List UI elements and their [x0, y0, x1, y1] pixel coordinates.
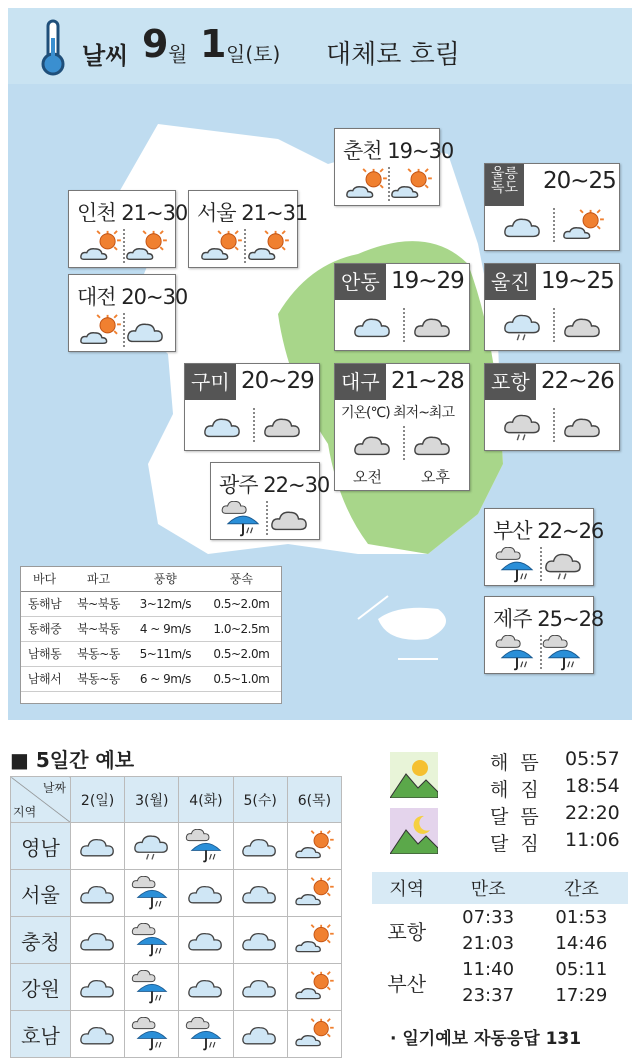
sea-cell: 0.5~2.0m: [202, 591, 281, 616]
month-unit: 월: [168, 42, 188, 66]
partly-sunny-icon: [293, 829, 335, 863]
partly-sunny-icon: [293, 876, 335, 910]
weather-summary: 대체로 흐림: [326, 40, 460, 70]
table-row: [372, 904, 628, 930]
cloudy-icon: [411, 426, 455, 462]
table-row: [21, 616, 281, 641]
forecast-cell: [71, 1011, 125, 1058]
tide-header-low: 간조: [563, 879, 599, 900]
legend-am: 오전: [353, 468, 382, 486]
rain-umbrella-icon: [495, 547, 539, 583]
city-card: [334, 363, 470, 491]
cloudy-light-rain-icon: [501, 308, 545, 344]
rain-umbrella-icon: [185, 829, 227, 863]
rain-umbrella-icon: [542, 635, 586, 671]
table-row: [11, 870, 342, 917]
sea-cell: 북~북동: [68, 616, 129, 641]
city-name: 안동: [335, 264, 386, 300]
city-name: 울릉 독도: [485, 164, 524, 206]
tide-high: 11:40: [462, 958, 515, 980]
divider: [553, 408, 555, 442]
city-temp: 20~25: [543, 168, 616, 194]
region-name: 강원: [11, 964, 71, 1011]
sea-cell: 북동~동: [68, 666, 129, 691]
cloudy-light-icon: [239, 876, 281, 910]
cloudy-light-icon: [185, 970, 227, 1004]
tide-region: 포항: [387, 919, 427, 944]
region-name: 충청: [11, 917, 71, 964]
month-number: 9: [142, 22, 169, 66]
sunrise-icon: [390, 752, 438, 798]
moonrise-time: 22:20: [565, 802, 620, 824]
partly-sunny-icon: [389, 167, 433, 203]
cloudy-light-icon: [124, 313, 168, 349]
day-number: 1: [200, 22, 227, 66]
sea-cell: 북동~동: [68, 641, 129, 666]
table-row: [21, 666, 281, 691]
tide-header-high: 만조: [470, 879, 506, 900]
cloudy-icon: [261, 408, 305, 444]
table-row: [21, 591, 281, 616]
sea-conditions-table: [20, 566, 282, 704]
forecast-cell: [287, 917, 341, 964]
forecast-cell: [233, 823, 287, 870]
city-temp: 20~29: [241, 368, 314, 394]
sea-cell: 남해서: [21, 666, 68, 691]
forecast-cell: [125, 870, 179, 917]
moonrise-icon: [390, 808, 438, 854]
sunset-label: 해 짐: [490, 779, 542, 801]
thermometer-icon: [38, 18, 68, 78]
forecast-cell: [125, 964, 179, 1011]
cloudy-rain-icon: [501, 408, 545, 444]
sun-moon-panel: [390, 748, 630, 858]
partly-sunny-icon: [199, 229, 243, 265]
corner-header: 날짜 지역: [11, 777, 71, 823]
forecast-cell: [179, 1011, 233, 1058]
cloudy-light-icon: [77, 829, 119, 863]
forecast-cell: [233, 917, 287, 964]
city-card: [184, 363, 320, 451]
cloudy-light-icon: [501, 208, 545, 244]
city-card: [484, 363, 620, 451]
rain-umbrella-icon: [131, 876, 173, 910]
city-name: 대구: [335, 364, 386, 400]
tide-low: 14:46: [555, 932, 608, 954]
tide-high: 23:37: [462, 984, 515, 1006]
rain-umbrella-icon: [221, 501, 265, 537]
city-name-temp: 대전 20~30: [77, 285, 188, 309]
moonset-time: 11:06: [565, 829, 620, 851]
partly-sunny-icon: [78, 313, 122, 349]
city-card: [68, 274, 188, 352]
city-temp: 19~29: [391, 268, 464, 294]
forecast-cell: [179, 870, 233, 917]
cloudy-light-icon: [77, 1017, 119, 1051]
city-card: [334, 263, 470, 351]
divider: [553, 208, 555, 242]
tide-table: [372, 872, 628, 1008]
sea-cell: 동해남: [21, 591, 68, 616]
sea-cell: 0.5~2.0m: [202, 641, 281, 666]
forecast-cell: [287, 823, 341, 870]
cloudy-light-icon: [351, 308, 395, 344]
weather-label: 날씨: [82, 42, 129, 70]
cloudy-light-icon: [201, 408, 245, 444]
tide-high: 21:03: [462, 932, 515, 954]
region-name: 영남: [11, 823, 71, 870]
forecast-cell: [71, 870, 125, 917]
city-card: [334, 128, 454, 206]
region-name: 호남: [11, 1011, 71, 1058]
forecast-cell: [125, 1011, 179, 1058]
table-row: [11, 964, 342, 1011]
header-bar: [8, 8, 632, 84]
city-temp: 22~26: [541, 368, 614, 394]
legend-pm: 오후: [421, 468, 450, 486]
city-card: [484, 263, 620, 351]
day-header: 4(화): [179, 777, 233, 823]
city-temp: 19~25: [541, 268, 614, 294]
partly-sunny-icon: [293, 1017, 335, 1051]
city-name-temp: 제주 25~28: [493, 607, 604, 631]
sea-cell: 5~11m/s: [129, 641, 202, 666]
forecast-cell: [179, 823, 233, 870]
forecast-cell: [233, 964, 287, 1011]
moonset-label: 달 짐: [490, 833, 542, 855]
city-name-temp: 춘천 19~30: [343, 139, 454, 163]
day-header: 3(월): [125, 777, 179, 823]
partly-sunny-icon: [561, 208, 605, 244]
cloudy-icon: [351, 426, 395, 462]
tide-region: 부산: [387, 971, 427, 996]
sea-cell: 3~12m/s: [129, 591, 202, 616]
cloudy-icon: [561, 408, 605, 444]
forecast-cell: [179, 917, 233, 964]
partly-sunny-icon: [344, 167, 388, 203]
sea-cell: 북~북동: [68, 591, 129, 616]
forecast-cell: [287, 964, 341, 1011]
city-name-temp: 인천 21~30: [77, 201, 188, 225]
city-card: [210, 462, 330, 540]
partly-sunny-icon: [124, 229, 168, 265]
five-day-forecast-table: [10, 776, 342, 1058]
cloudy-light-rain-icon: [131, 829, 173, 863]
rain-umbrella-icon: [131, 970, 173, 1004]
city-name-temp: 부산 22~26: [493, 519, 604, 543]
day-unit: 일(토): [226, 42, 281, 66]
forecast-cell: [71, 964, 125, 1011]
partly-sunny-icon: [246, 229, 290, 265]
forecast-cell: [287, 870, 341, 917]
cloudy-light-icon: [239, 829, 281, 863]
forecast-cell: [125, 823, 179, 870]
partly-sunny-icon: [293, 923, 335, 957]
cloudy-light-icon: [77, 923, 119, 957]
city-card: [484, 508, 604, 586]
forecast-cell: [233, 1011, 287, 1058]
moonrise-label: 달 뜸: [490, 806, 542, 828]
rain-umbrella-icon: [131, 1017, 173, 1051]
city-name-temp: 광주 22~30: [219, 473, 330, 497]
cloudy-icon: [268, 501, 312, 537]
legend-title: 기온(℃) 최저~최고: [341, 405, 454, 421]
day-header: 6(목): [287, 777, 341, 823]
cloudy-icon: [561, 308, 605, 344]
table-row: [11, 823, 342, 870]
sunset-time: 18:54: [565, 775, 620, 797]
tide-low: 01:53: [555, 906, 608, 928]
cloudy-light-icon: [185, 923, 227, 957]
sea-cell: 0.5~1.0m: [202, 666, 281, 691]
cloudy-rain-icon: [542, 547, 586, 583]
sunrise-label: 해 뜸: [490, 752, 542, 774]
city-name: 울진: [485, 264, 536, 300]
sea-cell: 4 ~ 9m/s: [129, 616, 202, 641]
cloudy-light-icon: [239, 970, 281, 1004]
cloudy-light-icon: [77, 876, 119, 910]
tide-low: 05:11: [555, 958, 608, 980]
forecast-cell: [233, 870, 287, 917]
city-name: 포항: [485, 364, 536, 400]
rain-umbrella-icon: [185, 1017, 227, 1051]
sea-cell: 동해중: [21, 616, 68, 641]
tide-header-region: 지역: [389, 879, 425, 900]
rain-umbrella-icon: [131, 923, 173, 957]
city-card: [188, 190, 308, 268]
tide-low: 17:29: [555, 984, 608, 1006]
cloudy-icon: [411, 308, 455, 344]
city-name: 구미: [185, 364, 236, 400]
sea-header-area: 바다: [21, 567, 68, 591]
forecast-cell: [71, 917, 125, 964]
partly-sunny-icon: [293, 970, 335, 1004]
sea-cell: 6 ~ 9m/s: [129, 666, 202, 691]
table-row: [11, 1011, 342, 1058]
sea-cell: 1.0~2.5m: [202, 616, 281, 641]
tide-high: 07:33: [462, 906, 515, 928]
city-name-temp: 서울 21~31: [197, 201, 308, 225]
table-row: [372, 956, 628, 982]
sea-header-windspeed: 풍속: [202, 567, 281, 591]
cloudy-light-icon: [239, 1017, 281, 1051]
phone-service-note: · 일기예보 자동응답 131: [390, 1029, 582, 1049]
day-header: 5(수): [233, 777, 287, 823]
divider: [253, 408, 255, 442]
forecast-cell: [125, 917, 179, 964]
sea-cell: 남해동: [21, 641, 68, 666]
city-card: [484, 596, 604, 674]
cloudy-light-icon: [239, 923, 281, 957]
table-row: [11, 917, 342, 964]
region-name: 서울: [11, 870, 71, 917]
sea-header-winddir: 풍향: [129, 567, 202, 591]
forecast-title: ■ 5일간 예보: [10, 748, 135, 772]
rain-umbrella-icon: [495, 635, 539, 671]
divider: [553, 308, 555, 342]
city-card: [68, 190, 188, 268]
table-row: [21, 641, 281, 666]
cloudy-light-icon: [185, 876, 227, 910]
divider: [403, 426, 405, 460]
day-header: 2(일): [71, 777, 125, 823]
partly-sunny-icon: [78, 229, 122, 265]
sunrise-time: 05:57: [565, 748, 620, 770]
forecast-cell: [179, 964, 233, 1011]
cloudy-light-icon: [77, 970, 119, 1004]
divider: [403, 308, 405, 342]
sea-header-wave: 파고: [68, 567, 129, 591]
city-temp: 21~28: [391, 368, 464, 394]
forecast-cell: [71, 823, 125, 870]
city-card: [484, 163, 620, 251]
forecast-cell: [287, 1011, 341, 1058]
